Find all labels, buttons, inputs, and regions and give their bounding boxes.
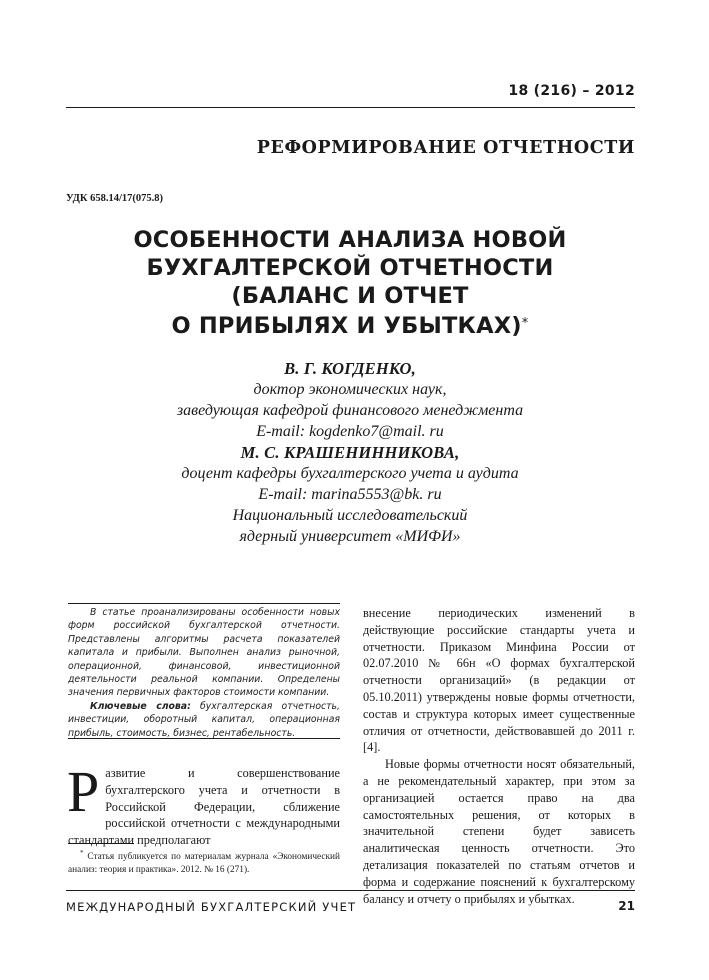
authors-block <box>70 358 630 547</box>
footer-rule <box>66 890 635 891</box>
author-affiliation: доктор экономических наук, <box>253 381 447 398</box>
footnote <box>68 847 340 876</box>
author-name: В. Г. КОГДЕНКО, <box>284 359 416 378</box>
author-affiliation: доцент кафедры бухгалтерского учета и аудита <box>181 465 519 482</box>
udc-code: УДК 658.14/17(075.8) <box>66 193 164 204</box>
body-paragraph: внесение периодических изменений в действующие российские стандарты учета и отчетности. Приказом Минфина России от 02.07.2010 № 66н «О формах бухгалтерской отчетности организаций» (в редакции от 05.10.2011) утверждены новые формы отчетности, состав и структура которых имеет существенные отличия от отчетности, действовавшей до 2011 г. [4]. <box>363 606 635 755</box>
author-institution: ядерный университет «МИФИ» <box>239 528 461 545</box>
keywords-text: бухгалтерская отчетность, инвестиции, оборотный капитал, операционная прибыль, стоимость, бизнес, рентабельность. <box>68 700 340 739</box>
article-title <box>70 226 630 340</box>
body-column-left <box>67 759 340 849</box>
journal-name: МЕЖДУНАРОДНЫЙ БУХГАЛТЕРСКИЙ УЧЕТ <box>66 900 357 914</box>
page-number: 21 <box>618 899 635 913</box>
abstract <box>68 606 340 740</box>
body-text: азвитие и совершенствование бухгалтерского учета и отчетности в Российской Федерации, сближение российской отчетности с международными стандартами предполагают <box>68 766 340 848</box>
abstract-rule <box>68 603 340 604</box>
author-name: М. С. КРАШЕНИННИКОВА, <box>240 443 460 462</box>
title-line: ОСОБЕННОСТИ АНАЛИЗА НОВОЙ <box>133 227 567 253</box>
section-title: РЕФОРМИРОВАНИЕ ОТЧЕТНОСТИ <box>256 138 635 158</box>
author-email: E-mail: marina5553@bk. ru <box>258 486 442 503</box>
abstract-rule <box>68 738 340 739</box>
title-line: БУХГАЛТЕРСКОЙ ОТЧЕТНОСТИ <box>146 255 554 281</box>
footnote-text: Статья публикуется по материалам журнала «Экономический анализ: теория и практика». 2012. № 16 (271). <box>68 852 340 875</box>
abstract-text: В статье проанализированы особенности новых форм российской бухгалтерской отчетности. Представлены алгоритмы расчета показателей капитала и прибыли. Выполнен анализ рыночной, операционной, финансовой, инвестиционной деятельности реальной компании. Определены значения первичных факторов стоимости компании. <box>68 607 340 699</box>
title-line: (БАЛАНС И ОТЧЕТ <box>231 283 469 309</box>
title-footnote-mark: * <box>521 316 529 331</box>
body-column-right <box>363 605 635 907</box>
header-rule <box>66 107 635 108</box>
issue-number: 18 (216) – 2012 <box>508 83 635 99</box>
author-affiliation: заведующая кафедрой финансового менеджмента <box>176 402 524 419</box>
author-email: E-mail: kogdenko7@mail. ru <box>256 423 444 440</box>
keywords <box>68 700 340 740</box>
keywords-label: Ключевые слова: <box>90 700 191 712</box>
body-paragraph: Новые формы отчетности носят обязательный, а не рекомендательный характер, при этом за организацией остается право на два самостоятельных решения, от которых в значительной степени будет зависеть аналитическая ценность отчетности. Это детализация показателей по статьям отчетов и форма и содержание пояснений к бухгалтерскому балансу и отчету о прибылях и убытках. <box>363 757 635 906</box>
title-line <box>70 310 630 340</box>
drop-cap: Р <box>67 759 100 824</box>
footnote-mark: * <box>80 849 84 857</box>
title-line-text: О ПРИБЫЛЯХ И УБЫТКАХ) <box>171 313 522 339</box>
author-institution: Национальный исследовательский <box>232 507 468 524</box>
footnote-rule <box>68 843 134 844</box>
